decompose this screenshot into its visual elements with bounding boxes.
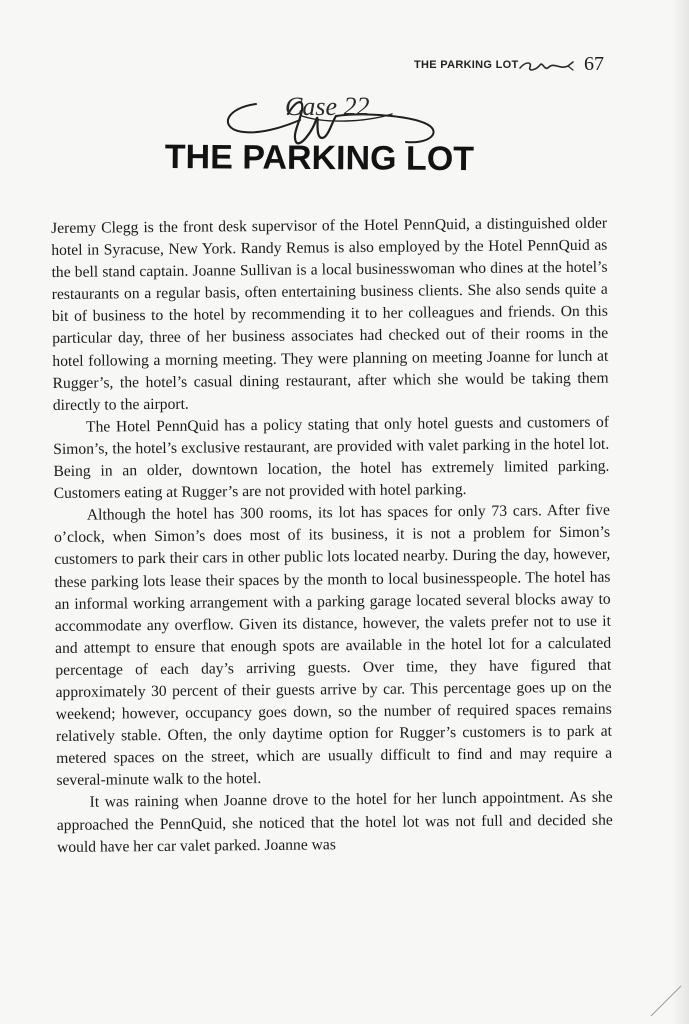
case-number: Case 22 (285, 92, 370, 121)
paragraph: It was raining when Joanne drove to the hotel for her lunch appointment. As she approached the PennQuid, she noticed that the hotel lot was not full and decided she would have her car valet parked. Joanne was (56, 789, 613, 856)
body-text (51, 213, 613, 859)
chapter-title: THE PARKING LOT (164, 137, 475, 179)
running-title: THE PARKING LOT (414, 59, 519, 71)
paragraph: Although the hotel has 300 rooms, its lot has spaces for only 73 cars. After five o’clock, when Simon’s does most of its business, it is not a problem for Simon’s customers to park their cars in other public lots located nearby. During the day, however, these parking lots lease their spaces by the month to local businesspeople. The hotel has an informal working arrangement with a parking garage located several blocks away to accommodate any overflow. Given its distance, however, the valets prefer not to use it and attempt to ensure that enough spots are available in the hotel lot for a calculated percentage of each day’s arriving guests. Over time, they have figured that approximately 30 percent of their guests arrive by car. This percentage goes up on the weekend; however, occupancy goes down, so the number of required spaces remains relatively stable. Often, the only daytime option for Rugger’s customers is to park at metered spaces on the street, which are usually difficult to find and may require a several-minute walk to the hotel. (53, 501, 613, 790)
paragraph: The Hotel PennQuid has a policy stating that only hotel guests and customers of Simon’s, the hotel’s exclusive restaurant, are provided with valet parking in the hotel lot. Being in an older, downtown location, the hotel has extremely limited parking. Customers eating at Rugger’s are not provided with hotel parking. (53, 413, 610, 503)
paragraph: Jeremy Clegg is the front desk supervisor of the Hotel PennQuid, a distinguished older hotel in Syracuse, New York. Randy Remus is also employed by the Hotel PennQuid as the bell stand captain. Joanne Sullivan is a local businesswoman who dines at the hotel’s restaurants on a regular basis, often entertaining business clients. She also sends quite a bit of business to the hotel by recommending it to her colleagues and friends. On this particular day, three of her business associates had checked out of their rooms in the hotel following a morning meeting. They were planning on meeting Joanne for lunch at Rugger’s, the hotel’s casual dining restaurant, after which she would be taking them directly to the airport. (51, 214, 609, 414)
flourish-ornament-icon (518, 58, 576, 76)
running-header (400, 53, 610, 80)
page-corner-crease-icon (649, 984, 683, 1018)
page-number: 67 (584, 53, 604, 75)
page-edge-shadow (671, 0, 689, 1024)
